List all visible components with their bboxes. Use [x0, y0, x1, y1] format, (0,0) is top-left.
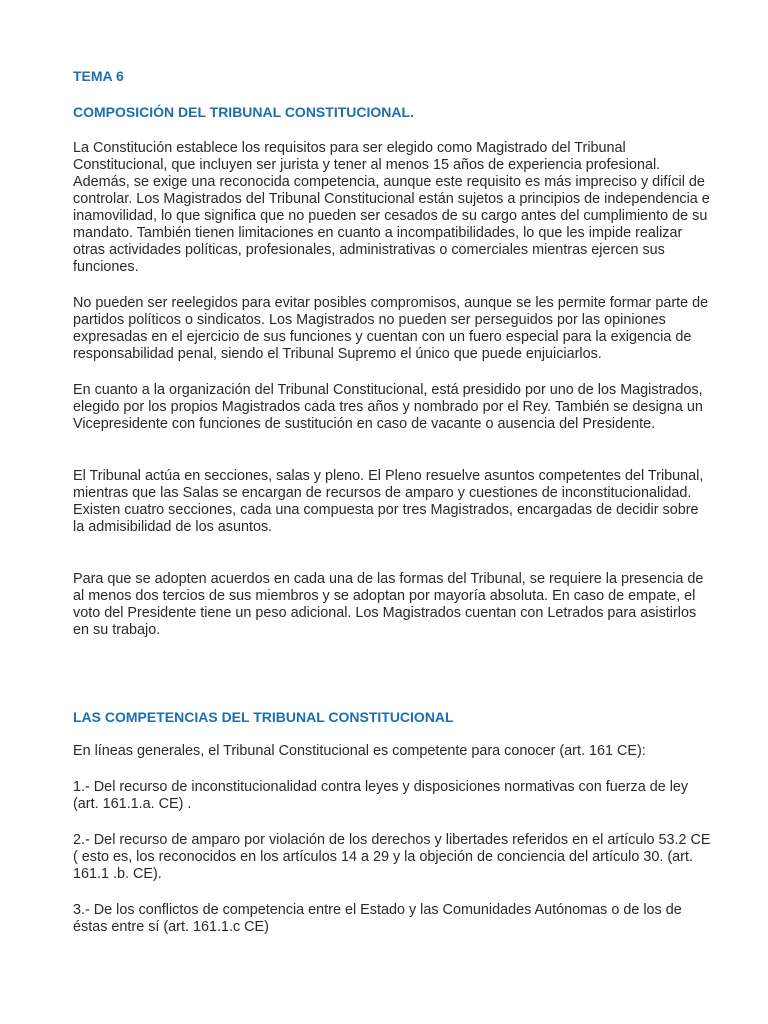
topic-number: TEMA 6 — [73, 68, 124, 84]
competency-item: 1.- Del recurso de inconstitucionalidad contra leyes y disposiciones normativas con fuerza de ley (art. 161.1.a. CE) . — [73, 779, 689, 812]
section-heading-competencies: LAS COMPETENCIAS DEL TRIBUNAL CONSTITUCIONAL — [73, 709, 454, 725]
paragraph: No pueden ser reelegidos para evitar posibles compromisos, aunque se les permite formar parte de partidos políticos o sindicatos. Los Magistrados no pueden ser perseguidos por las opiniones expresadas en el ejercicio de sus funciones y cuentan con un fuero especial para la exigencia de responsabilidad penal, siendo el Tribunal Supremo el único que puede enjuiciarlos. — [73, 295, 709, 362]
section-heading-composition: COMPOSICIÓN DEL TRIBUNAL CONSTITUCIONAL. — [73, 104, 414, 120]
competency-item: 3.- De los conflictos de competencia entre el Estado y las Comunidades Autónomas o de los de éstas entre sí (art. 161.1.c CE) — [73, 902, 682, 935]
paragraph: El Tribunal actúa en secciones, salas y pleno. El Pleno resuelve asuntos competentes del Tribunal, mientras que las Salas se encargan de recursos de amparo y cuestiones de inconstitucionalidad. Existen cuatro secciones, cada una compuesta por tres Magistrados, encargadas de decidir sobre la admisibilidad de los asuntos. — [73, 468, 704, 535]
paragraph: Para que se adopten acuerdos en cada una de las formas del Tribunal, se requiere la presencia de al menos dos tercios de sus miembros y se adoptan por mayoría absoluta. En caso de empate, el voto del Presidente tiene un peso adicional. Los Magistrados cuentan con Letrados para asistirlos en su trabajo. — [73, 571, 704, 638]
paragraph: La Constitución establece los requisitos para ser elegido como Magistrado del Tribunal Constitucional, que incluyen ser jurista y tener al menos 15 años de experiencia profesional. Además, se exige una reconocida competencia, aunque este requisito es más impreciso y difícil de controlar. Los Magistrados del Tribunal Constitucional están sujetos a principios de independencia e inamovilidad, lo que significa que no pueden ser cesados de su cargo antes del cumplimiento de su mandato. También tienen limitaciones en cuanto a incompatibilidades, lo que les impide realizar otras actividades políticas, profesionales, administrativas o comerciales mientras ejercen sus funciones. — [73, 140, 710, 275]
document-page — [73, 64, 713, 936]
paragraph: En cuanto a la organización del Tribunal Constitucional, está presidido por uno de los Magistrados, elegido por los propios Magistrados cada tres años y nombrado por el Rey. También se designa un Vicepresidente con funciones de sustitución en caso de vacante o ausencia del Presidente. — [73, 382, 703, 432]
competency-item: 2.- Del recurso de amparo por violación de los derechos y libertades referidos en el artículo 53.2 CE ( esto es, los reconocidos en los artículos 14 a 29 y la objeción de conciencia del artículo 30. (art. 161.1 .b. CE). — [73, 832, 711, 882]
competencies-intro: En líneas generales, el Tribunal Constitucional es competente para conocer (art. 161 CE): — [73, 743, 646, 759]
